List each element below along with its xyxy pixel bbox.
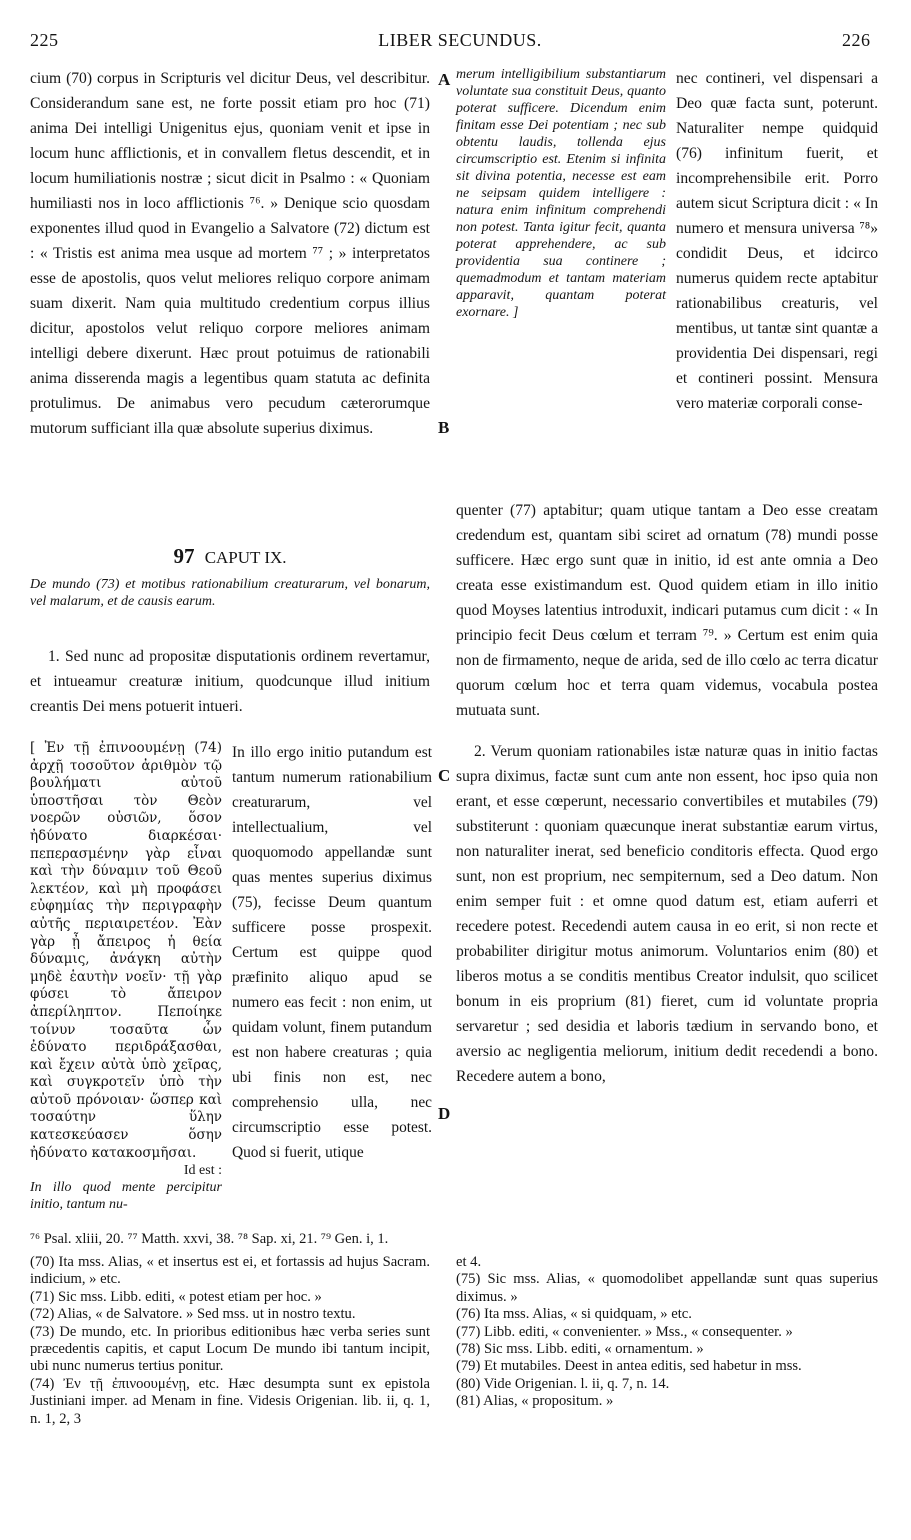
- footnote: (78) Sic mss. Libb. editi, « ornamentum. »: [456, 1341, 704, 1358]
- greek-italic: In illo quod mente percipitur initio, tantum nu-: [30, 1180, 222, 1213]
- greek-tail: Id est :: [183, 1163, 222, 1179]
- chapter-number: 97: [173, 544, 195, 568]
- chapter-para1-box: [30, 644, 430, 719]
- body-paragraph: cium (70) corpus in Scripturis vel dicitur Deus, vel describitur. Considerandum sane est, ne forte possit etiam pro hoc (71) anima Dei intelligi Unigenitus ejus, quoniam venit et ipse in locum hunc afflictionis, et in convallem fletus descendit, et in locum humiliationis nostræ ; sicut dicit in Psalmo : « Quoniam humiliasti nos in loco afflictionis ⁷⁶. » Denique scio quosdam exponentes illud quod in Evangelio a Salvatore (72) dictum est : « Tristis est anima mea usque ad mortem ⁷⁷ ; » interpretatos esse de apostolis, quos velut meliores reliquo corpore animam suam dixerit. Nam quia multitudo credentium corpus illius dicitur, apostolos velut reliquo corpore meliores animam intelligi debere dixerunt. Hæc prout potuimus de rationabili anima disserenda magis a legentibus quam statuta ac definita protulimus. De animabus vero pecudum cæterorumque mutorum sufficiant illa quæ absolute superius diximus.: [30, 70, 430, 437]
- footnote: et 4.: [456, 1254, 482, 1270]
- footnote: (80) Vide Origenian. l. ii, q. 7, n. 14.: [456, 1375, 670, 1392]
- footnote: (77) Libb. editi, « convenienter. » Mss., « consequenter. »: [456, 1323, 793, 1340]
- scripture-references: [30, 1230, 590, 1248]
- footnote: (74) Ἐν τῇ ἐπινοουμένῃ, etc. Hæc desumpta sunt ex epistola Justiniani imper. ad Menam in fine. Videsis Origenian. lib. ii, q. 1, n. 1, 2, 3: [30, 1375, 430, 1427]
- chapter-paragraph-1: 1. Sed nunc ad propositæ disputationis ordinem revertamur, et intueamur creaturæ initium, quodcunque illud initium creantis Dei mens potuerit intueri.: [30, 648, 430, 715]
- body-paragraph: nec contineri, vel dispensari a Deo quæ facta sunt, poterunt. Naturaliter nempe quidquid (76) infinitum fuerit, et incomprehensibile erit. Porro autem sicut Scriptura dicit : « In numero et mensura universa ⁷⁸» condidit Deus, et idcirco numerus quidem recte aptabitur rationabilibus creaturis, vel mentibus, ut tantæ sint quantæ a providentia Dei dispensari, regi et contineri possint. Mensura vero materiæ corporali conse-: [676, 70, 878, 412]
- greek-text: [ Ἐν τῇ ἐπινοουμένῃ (74) ἀρχῇ τοσοῦτον ἀριθμὸν τῷ βουλήματι αὐτοῦ ὑποστῆσαι τὸν Θεὸν νοερῶν οὐσιῶν, ὅσον ἠδύνατο διαρκέσαι· πεπερασμένην γὰρ εἶναι καὶ τὴν δύναμιν τοῦ Θεοῦ λεκτέον, καὶ μὴ προφάσει εὐφημίας τὴν περιγραφὴν αὐτῆς περιαιρετέον. Ἐὰν γὰρ ᾖ ἄπειρος ἡ θεία δύναμις, ἀνάγκη αὐτὴν μηδὲ ἑαυτὴν νοεῖν· τῇ γὰρ φύσει τὸ ἄπειρον ἀπερίληπτον. Πεποίηκε τοίνυν τοσαῦτα ὧν ἐδύνατο περιδράξασθαι, καὶ ἔχειν αὐτὰ ὑπὸ χεῖρας, καὶ συγκροτεῖν ὑπὸ τὴν αὐτοῦ πρόνοιαν· ὥσπερ καὶ τοσαύτην ὕλην κατεσκεύασεν ὅσην ἠδύνατο κατακοσμῆσαι.: [30, 740, 222, 1161]
- footnote: (71) Sic mss. Libb. editi, « potest etiam per hoc. »: [30, 1288, 322, 1305]
- latin-column: [232, 740, 432, 1165]
- footnote: (70) Ita mss. Alias, « et insertus est ei, et fortassis ad hujus Sacram. indicium, » etc.: [30, 1254, 430, 1288]
- italic-translation: merum intelligibilium substantiarum voluntate sua constituit Deus, quanto poterat sufficere. Dicendum enim finitam esse Dei potentiam ; nec sub obtentu laudis, tollenda ejus circumscriptio est. Etenim si infinita sit divina potentia, necesse est eam ne seipsam quidem intelligere : natura enim infinitum comprehendi non potest. Tanta igitur fecit, quanta poterat apprehendere, ac sub providentia sua continere ; quemadmodum et tantam materiam apparavit, quantam poterat exornare. ]: [456, 67, 666, 320]
- footnote: (81) Alias, « propositum. »: [456, 1393, 614, 1410]
- running-title: LIBER SECUNDUS.: [378, 30, 542, 50]
- left-column-top: [30, 66, 430, 441]
- margin-letter-d: D: [438, 1104, 451, 1123]
- right-column-top: [676, 66, 878, 416]
- body-paragraph-2: 2. Verum quoniam rationabiles istæ naturæ quas in initio factas supra diximus, factæ sunt cum ante non essent, hoc ipso quia non erant, et esse cœperunt, necessario convertibiles et mutabiles (79) substiterunt : quoniam quæcunque inerat substantiæ earum virtus, non naturaliter inerat, sed beneficio conditoris effecta. Quod ergo sunt, non est proprium, nec sempiternum, sed a Deo datum. Non enim semper fuit : et omne quod datum est, etiam auferri et recedere potest. Recedendi autem causa in eo erit, si non recte et probabiliter dirigitur motus animorum. Voluntarios enim (80) et liberos motus a se conditis mentibus Creator indulsit, quo scilicet bonum in eis proprium (81) fieret, cum id voluntate propria servaretur ; sed desidia et laboris tædium in servando bono, et aversio ac negligentia meliorum, initium dedit recedendi a bono. Recedere autem a bono,: [456, 743, 878, 1085]
- footnote: (73) De mundo, etc. In prioribus editionibus hæc verba series sunt præcedentis capitis, et caput Locum De mundo ibi tantum incipit, ubi nunc numerus tertius ponitur.: [30, 1323, 430, 1375]
- margin-letter-a: A: [438, 70, 451, 89]
- footnote: (72) Alias, « de Salvatore. » Sed mss. ut in nostro textu.: [30, 1306, 356, 1323]
- page-number-right: 226: [842, 30, 871, 50]
- chapter-title: CAPUT IX.: [204, 548, 287, 567]
- footnote: (79) Et mutabiles. Deest in antea editis, sed habetur in mss.: [456, 1358, 802, 1375]
- chapter-subtitle-box: [30, 576, 430, 610]
- right-column-middle: [456, 498, 878, 1089]
- middle-italic-column: [456, 66, 666, 321]
- footnotes-left: [30, 1254, 430, 1428]
- latin-text: In illo ergo initio putandum est tantum numerum rationabilium creaturarum, vel intellectualium, vel quoquomodo appellandæ sunt quas mentes superius diximus (75), fecisse Deum quantum sufficere posse prospexit. Certum est quippe quod præfinito aliquo apud se numero eas fecit : non enim, ut quidam volunt, finem putandum est non habere creaturas ; quia ubi finis non est, nec comprehensio ulla, nec circumscriptio esse potest. Quod si fuerit, utique: [232, 744, 432, 1161]
- page-number-left: 225: [30, 30, 59, 50]
- chapter-heading: [30, 544, 430, 569]
- body-paragraph: quenter (77) aptabitur; quam utique tantam a Deo esse creatam credendum est, quantam sibi sciret ad ornatum (78) mundi posse sufficere. Hæc ergo sunt quæ in initio, id est ante omnia a Deo creata esse existimandum est. Quod quidem etiam in illo initio quod Moyses latentius introduxit, indicari putamus cum dicit : « In principio fecit Deus cœlum et terram ⁷⁹. » Certum est enim quia non de firmamento, neque de arida, sed de illo cœlo ac terra dicatur quorum cœlum hoc et terra quam videmus, vocabula postea mutuata sunt.: [456, 502, 878, 719]
- margin-letter-b: B: [438, 418, 450, 437]
- chapter-subtitle: De mundo (73) et motibus rationabilium creaturarum, vel bonarum, vel malarum, et de causis earum.: [30, 577, 430, 609]
- margin-letter-c: C: [438, 766, 451, 785]
- greek-column: [30, 740, 222, 1213]
- footnote: (75) Sic mss. Alias, « quomodolibet appellandæ sunt quas superius diximus. »: [456, 1271, 878, 1305]
- scripture-refs: ⁷⁶ Psal. xliii, 20. ⁷⁷ Matth. xxvi, 38. ⁷⁸ Sap. xi, 21. ⁷⁹ Gen. i, 1.: [30, 1231, 389, 1247]
- footnotes-right: [456, 1254, 878, 1411]
- footnote: (76) Ita mss. Alias, « si quidquam, » etc.: [456, 1306, 692, 1323]
